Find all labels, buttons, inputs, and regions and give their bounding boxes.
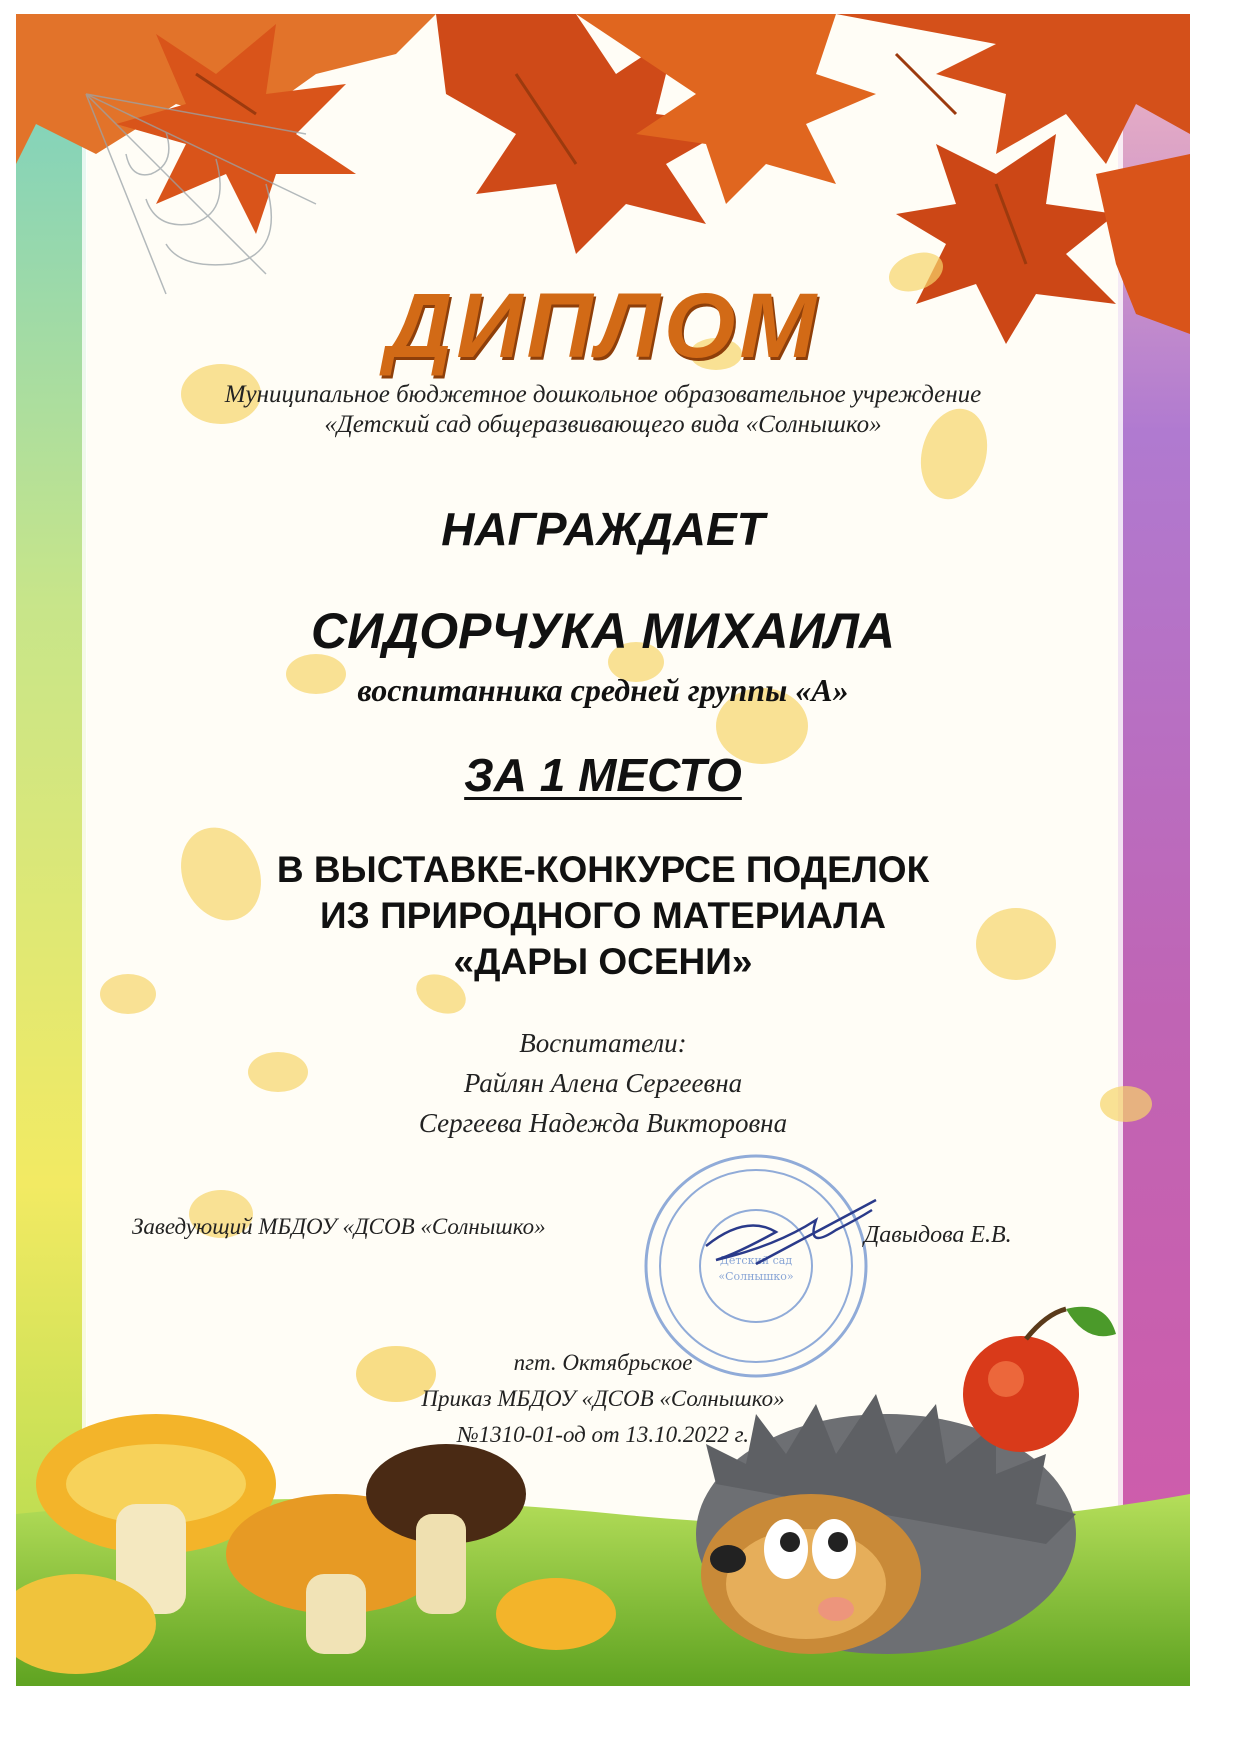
stamp-text: Детский сад xyxy=(719,1254,793,1267)
svg-text:«Солнышко»: «Солнышко» xyxy=(718,1270,794,1283)
head-name: Давыдова Е.В. xyxy=(864,1222,1012,1248)
place-award xyxy=(16,748,1190,802)
diploma-title: ДИПЛОМ xyxy=(385,275,821,377)
educator-name-2: Сергеева Надежда Викторовна xyxy=(418,1108,788,1138)
head-label: Заведующий МБДОУ «ДСОВ «Солнышко» xyxy=(132,1214,546,1239)
educators-heading: Воспитатели: xyxy=(519,1028,687,1058)
institution-line-2: «Детский сад общеразвивающего вида «Солнышко» xyxy=(324,411,882,438)
footer-location: пгт. Октябрьское xyxy=(513,1350,693,1375)
institution-line-1: Муниципальное бюджетное дошкольное образовательное учреждение xyxy=(224,381,982,408)
footer-order: Приказ МБДОУ «ДСОВ «Солнышко» xyxy=(421,1386,785,1411)
awards-heading: НАГРАЖДАЕТ xyxy=(441,503,765,555)
footer-order-number: №1310-01-од от 13.10.2022 г. xyxy=(456,1422,750,1447)
recipient-name: СИДОРЧУКА МИХАИЛА xyxy=(311,603,895,659)
contest-line-3: «ДАРЫ ОСЕНИ» xyxy=(453,941,753,982)
contest-line-2: ИЗ ПРИРОДНОГО МАТЕРИАЛА xyxy=(320,895,886,936)
contest-line-1: В ВЫСТАВКЕ-КОНКУРСЕ ПОДЕЛОК xyxy=(276,849,930,890)
place-award-text: ЗА 1 МЕСТО xyxy=(464,749,742,801)
educator-name-1: Райлян Алена Сергеевна xyxy=(463,1068,743,1098)
diploma-sheet xyxy=(16,14,1190,1686)
recipient-description: воспитанника средней группы «А» xyxy=(357,672,849,708)
